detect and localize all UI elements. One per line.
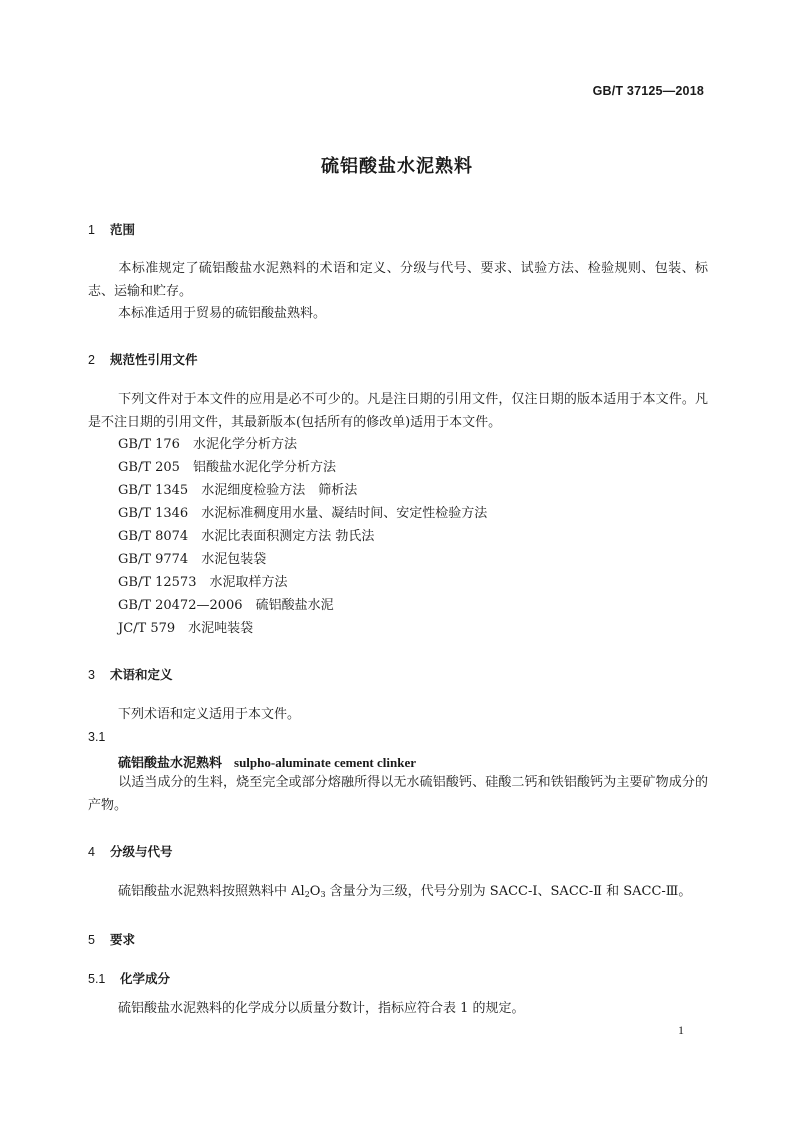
reference-item xyxy=(118,595,334,618)
reference-item xyxy=(118,526,374,549)
reference-item xyxy=(118,457,336,480)
reference-name: 水泥取样方法 xyxy=(209,575,288,590)
reference-code: GB/T 1346 xyxy=(118,506,189,521)
subscript: 2 xyxy=(304,890,310,899)
reference-code: GB/T 9774 xyxy=(118,552,189,567)
section-number: 5 xyxy=(88,933,95,947)
subscript: 3 xyxy=(320,890,326,899)
paragraph-text: O xyxy=(309,884,321,899)
reference-code: GB/T 176 xyxy=(118,437,180,452)
clause-title: 化学成分 xyxy=(120,971,171,986)
paragraph xyxy=(88,389,708,434)
paragraph-text: 下列文件对于本文件的应用是必不可少的。凡是注日期的引用文件，仅注日期的版本适用于本文件。凡是不注日期的引用文件，其最新版本(包括所有的修改单)适用于本文件。 xyxy=(88,392,708,430)
reference-code: GB/T 12573 xyxy=(118,575,197,590)
paragraph-text: 本标准规定了硫铝酸盐水泥熟料的术语和定义、分级与代号、要求、试验方法、检验规则、包装、标志、运输和贮存。 xyxy=(88,261,708,299)
section-title: 规范性引用文件 xyxy=(110,352,198,367)
paragraph-text: 含量分为三级，代号分别为 SACC-Ⅰ、SACC-Ⅱ 和 SACC-Ⅲ。 xyxy=(325,884,692,899)
reference-name: 水泥吨装袋 xyxy=(188,621,254,636)
reference-item xyxy=(118,572,288,595)
reference-name: 硫铝酸盐水泥 xyxy=(255,598,334,613)
paragraph-text: 硫铝酸盐水泥熟料的化学成分以质量分数计，指标应符合表 1 的规定。 xyxy=(118,1001,525,1016)
standard-number: GB/T 37125—2018 xyxy=(592,84,704,98)
paragraph xyxy=(88,998,708,1021)
reference-name: 水泥比表面积测定方法 勃氏法 xyxy=(201,529,375,544)
section-5-heading xyxy=(88,930,135,948)
reference-code: GB/T 205 xyxy=(118,460,180,475)
page-number: 1 xyxy=(678,1023,684,1037)
paragraph xyxy=(88,303,708,326)
paragraph-text: 下列术语和定义适用于本文件。 xyxy=(118,707,301,722)
paragraph-text: 硫铝酸盐水泥熟料按照熟料中 Al xyxy=(118,884,305,899)
reference-name: 铝酸盐水泥化学分析方法 xyxy=(192,460,336,475)
reference-code: JC/T 579 xyxy=(118,621,176,636)
section-2-heading xyxy=(88,350,198,368)
term-definition: 以适当成分的生料，烧至完全或部分熔融所得以无水硫铝酸钙、硅酸二钙和铁铝酸钙为主要矿物成分的产物。 xyxy=(88,775,708,813)
section-title: 范围 xyxy=(110,222,136,237)
section-title: 分级与代号 xyxy=(110,844,173,859)
section-number: 3 xyxy=(88,668,95,682)
paragraph xyxy=(88,704,708,727)
paragraph-text: 本标准适用于贸易的硫铝酸盐熟料。 xyxy=(118,306,327,321)
term-entry xyxy=(118,752,416,771)
paragraph xyxy=(88,258,708,303)
section-number: 2 xyxy=(88,353,95,367)
term-english: sulpho-aluminate cement clinker xyxy=(234,755,417,770)
document-title: 硫铝酸盐水泥熟料 xyxy=(321,156,473,177)
section-4-heading xyxy=(88,842,173,860)
clause-5-1-heading xyxy=(88,969,170,987)
reference-name: 水泥标准稠度用水量、凝结时间、安定性检验方法 xyxy=(201,506,488,521)
reference-name: 水泥包装袋 xyxy=(201,552,267,567)
clause-number: 3.1 xyxy=(88,730,106,744)
reference-item xyxy=(118,618,253,641)
section-number: 1 xyxy=(88,223,95,237)
reference-item xyxy=(118,503,487,526)
reference-item xyxy=(118,434,297,457)
section-title: 术语和定义 xyxy=(110,667,173,682)
term-chinese: 硫铝酸盐水泥熟料 xyxy=(118,756,223,771)
clause-number: 5.1 xyxy=(88,972,106,986)
reference-name: 水泥细度检验方法 筛析法 xyxy=(201,483,358,498)
reference-name: 水泥化学分析方法 xyxy=(192,437,297,452)
paragraph xyxy=(88,772,708,817)
reference-code: GB/T 1345 xyxy=(118,483,189,498)
section-3-heading xyxy=(88,665,173,683)
reference-item xyxy=(118,480,357,503)
section-title: 要求 xyxy=(110,932,136,947)
reference-item xyxy=(118,549,266,572)
section-1-heading xyxy=(88,220,135,238)
reference-code: GB/T 20472—2006 xyxy=(118,598,243,613)
section-number: 4 xyxy=(88,845,95,859)
paragraph xyxy=(88,881,708,907)
reference-code: GB/T 8074 xyxy=(118,529,189,544)
